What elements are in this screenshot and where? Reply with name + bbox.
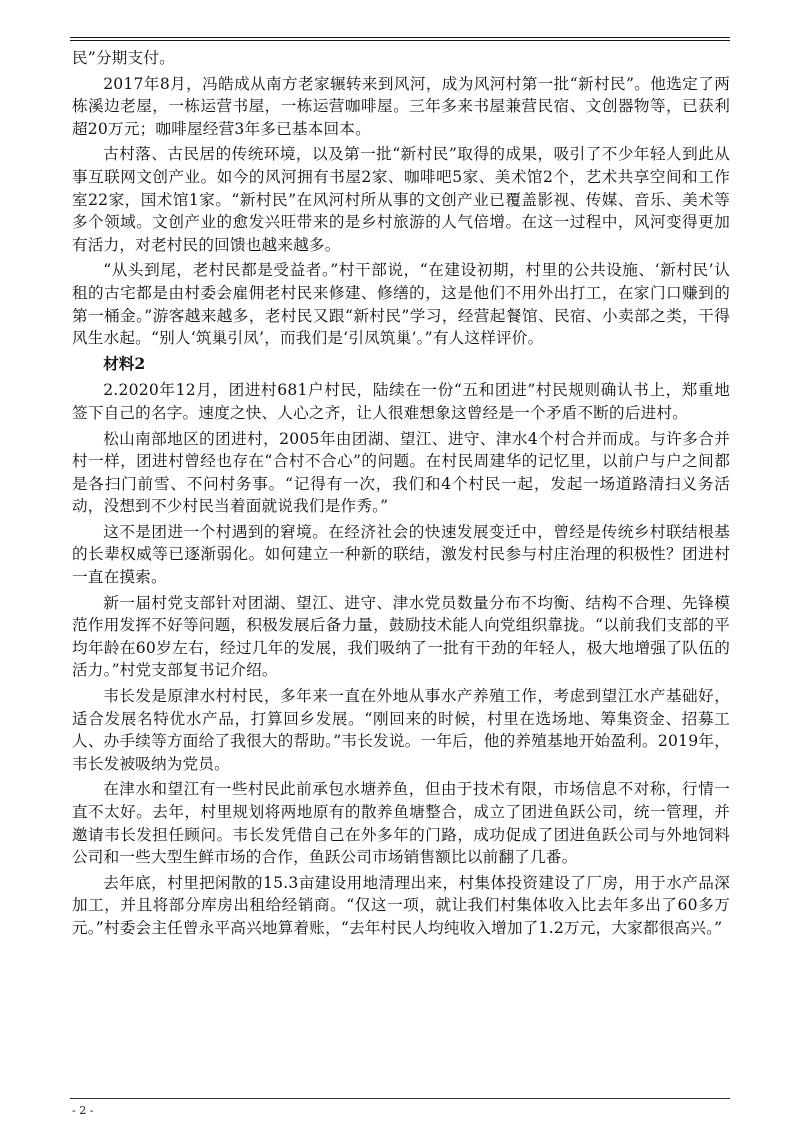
paragraph-continuation: 民”分期支付。 [72,49,175,67]
paragraph: 韦长发是原津水村村民，多年来一直在外地从事水产养殖工作，考虑到望江水产基础好，适合发展名特优水产品，打算回乡发展。“刚回来的时候，村里在选场地、筹集资金、招募工人、办手续等方面给了我很大的帮助。”韦长发说。一年后，他的养殖基地开始盈利。2019年，韦长发被吸纳为党员。 [72,687,730,773]
paragraph: 在津水和望江有一些村民此前承包水塘养鱼，但由于技术有限，市场信息不对称，行情一直不太好。去年，村里规划将两地原有的散养鱼塘整合，成立了团进鱼跃公司，统一管理，并邀请韦长发担任顾问。韦长发凭借自己在外多年的门路，成功促成了团进鱼跃公司与外地饲料公司和一些大型生鲜市场的合作，鱼跃公司市场销售额比以前翻了几番。 [72,780,730,867]
paragraph: 松山南部地区的团进村，2005年由团湖、望江、进守、津水4个村合并而成。与许多合并村一样，团进村曾经也存在“合村不合心”的问题。在村民周建华的记忆里，以前户与户之间都是各扫门前雪、不问村务事。“记得有一次，我们和4个村民一起，发起一场道路清扫义务活动，没想到不少村民当着面就说我们是作秀。” [72,429,730,516]
paragraph: 2.2020年12月，团进村681户村民，陆续在一份“五和团进”村民规则确认书上，郑重地签下自己的名字。速度之快、人心之齐，让人很难想象这曾经是一个矛盾不断的后进村。 [72,381,730,422]
paragraph: 新一届村党支部针对团湖、望江、进守、津水党员数量分布不均衡、结构不合理、先锋模范作用发挥不好等问题，积极发展后备力量，鼓励技术能人向党组织靠拢。“以前我们支部的平均年龄在60岁左右，经过几年的发展，我们吸纳了一批有干劲的年轻人，极大地增强了队伍的活力。”村党支部复书记介绍。 [72,593,730,680]
paragraph: 2017年8月，冯皓成从南方老家辗转来到风河，成为风河村第一批“新村民”。他选定了两栋溪边老屋，一栋运营书屋，一栋运营咖啡屋。三年多来书屋兼营民宿、文创器物等，已获利超20万元；咖啡屋经营3年多已基本回本。 [72,74,730,138]
paragraph: 这不是团进一个村遇到的窘境。在经济社会的快速发展变迁中，曾经是传统乡村联结根基的长辈权威等已逐渐弱化。如何建立一种新的联结，激发村民参与村庄治理的积极性？团进村一直在摸索。 [72,522,730,587]
paragraph: 古村落、古民居的传统环境，以及第一批“新村民”取得的成果，吸引了不少年轻人到此从事互联网文创产业。如今的风河拥有书屋2家、咖啡吧5家、美术馆2个，艺术共享空间和工作室22家，国术馆1家。“新村民”在风河村所从事的文创产业已覆盖影视、传媒、音乐、美术等多个领域。文创产业的愈发兴旺带来的是乡村旅游的人气倍增。在这一过程中，风河变得更加有活力，对老村民的回馈也越来越多。 [72,145,730,254]
document-body [72,47,730,943]
section-heading: 材料2 [103,353,146,373]
footer-rule [70,1098,730,1099]
header-rule [70,37,730,41]
paragraph: “从头到尾，老村民都是受益者。”村干部说，“在建设初期，村里的公共设施、‘新村民’认租的古宅都是由村委会雇佣老村民来修建、修缮的，这是他们不用外出打工，在家门口赚到的第一桶金。”游客越来越多，老村民又跟“新村民”学习，经营起餐馆、民宿、小卖部之类，干得风生水起。“别人‘筑巢引凤’，而我们是‘引凤筑巢’。”有人这样评价。 [72,261,730,348]
page-number: - 2 - [72,1104,94,1117]
paragraph: 去年底，村里把闲散的15.3亩建设用地清理出来，村集体投资建设了厂房，用于水产品深加工，并且将部分库房出租给经销商。“仅这一项，就让我们村集体收入比去年多出了60多万元。”村委会主任曾永平高兴地算着账，“去年村民人均纯收入增加了1.2万元，大家都很高兴。” [72,873,730,937]
